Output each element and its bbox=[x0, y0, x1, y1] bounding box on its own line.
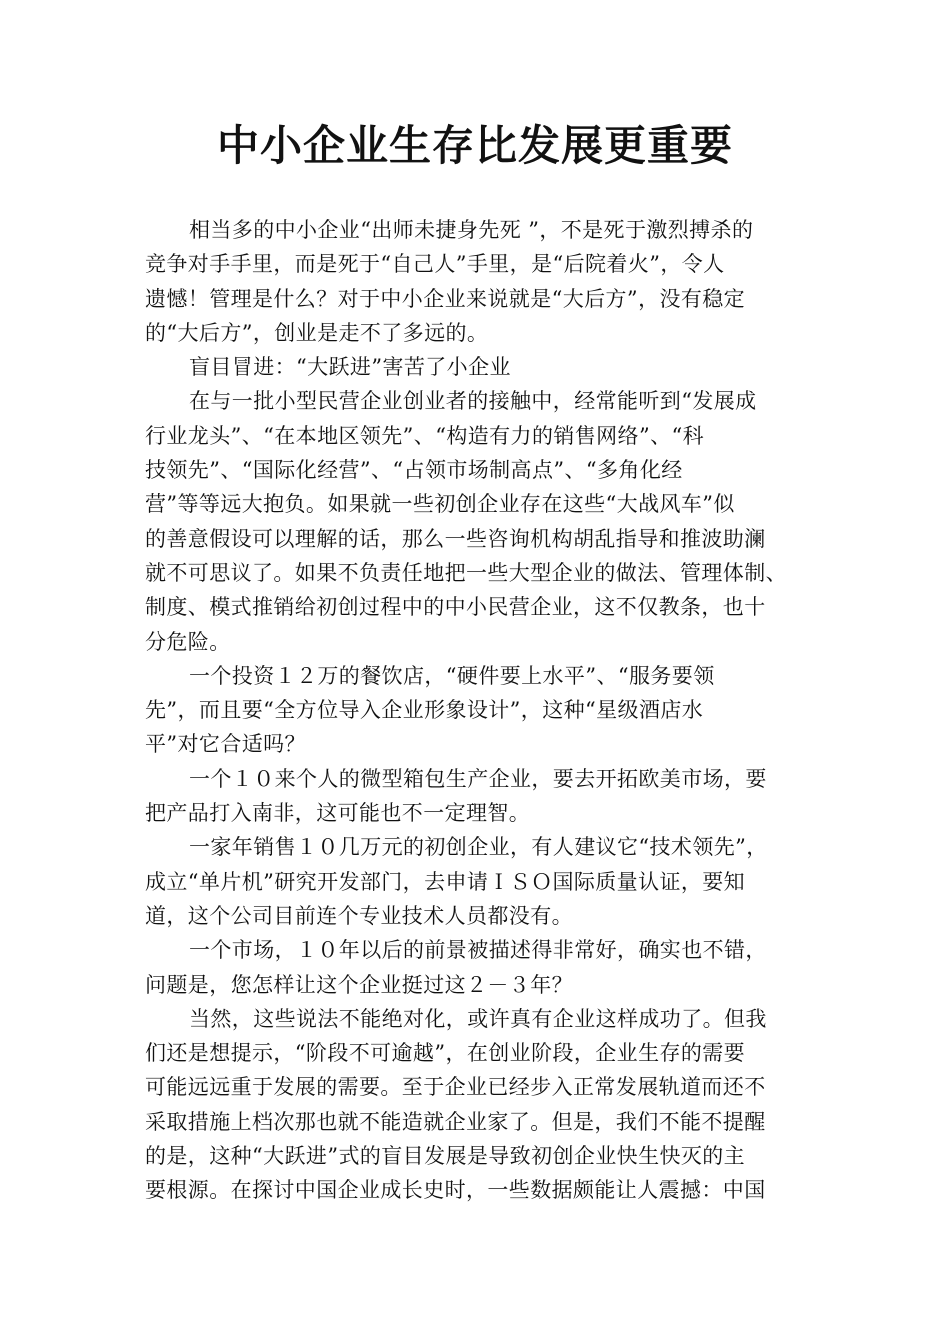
paragraph-line: 的善意假设可以理解的话，那么一些咨询机构胡乱指导和推波助澜 bbox=[145, 526, 766, 551]
paragraph-line: 采取措施上档次那也就不能造就企业家了。但是，我们不能不提醒 bbox=[145, 1109, 766, 1134]
paragraph-first-line: 在与一批小型民营企业创业者的接触中，经常能听到“发展成 bbox=[189, 389, 757, 414]
document-body bbox=[145, 213, 810, 1208]
paragraph-line: 可能远远重于发展的需要。至于企业已经步入正常发展轨道而还不 bbox=[145, 1075, 766, 1100]
paragraph-line: 成立“单片机”研究开发部门，去申请ＩＳＯ国际质量认证，要知 bbox=[145, 869, 746, 894]
paragraph-line: 道，这个公司目前连个专业技术人员都没有。 bbox=[145, 903, 573, 928]
paragraph-first-line: 相当多的中小企业“出师未捷身先死 ”，不是死于激烈搏杀的 bbox=[189, 218, 754, 242]
paragraph-line: 把产品打入南非，这可能也不一定理智。 bbox=[145, 801, 531, 826]
paragraph-line: 营”等等远大抱负。如果就一些初创企业存在这些“大战风车”似 bbox=[145, 492, 735, 517]
paragraph-line: 们还是想提示，“阶段不可逾越”，在创业阶段，企业生存的需要 bbox=[145, 1041, 746, 1066]
paragraph-line: 的“大后方”，创业是走不了多远的。 bbox=[145, 320, 489, 345]
paragraph-first-line: 一个１０来个人的微型箱包生产企业，要去开拓欧美市场，要 bbox=[189, 766, 767, 791]
paragraph-line: 问题是，您怎样让这个企业挺过这２－３年？ bbox=[145, 972, 573, 997]
paragraph-line: 技领先”、“国际化经营”、“占领市场制高点”、“多角化经 bbox=[145, 458, 683, 483]
paragraph-line: 行业龙头”、“在本地区领先”、“构造有力的销售网络”、“科 bbox=[145, 423, 705, 448]
paragraph-line: 制度、模式推销给初创过程中的中小民营企业，这不仅教条，也十 bbox=[145, 595, 766, 620]
paragraph-first-line: 盲目冒进：“大跃进”害苦了小企业 bbox=[189, 355, 511, 380]
paragraph-line: 平”对它合适吗？ bbox=[145, 732, 306, 757]
paragraph-first-line: 当然，这些说法不能绝对化，或许真有企业这样成功了。但我 bbox=[189, 1006, 767, 1031]
paragraph-first-line: 一个投资１２万的餐饮店，“硬件要上水平”、“服务要领 bbox=[189, 663, 715, 688]
document-title: 中小企业生存比发展更重要 bbox=[216, 121, 733, 170]
paragraph-line: 的是，这种“大跃进”式的盲目发展是导致初创企业快生快灭的主 bbox=[145, 1144, 746, 1169]
paragraph-line: 遗憾！管理是什么？对于中小企业来说就是“大后方”，没有稳定 bbox=[145, 286, 746, 311]
paragraph-first-line: 一家年销售１０几万元的初创企业，有人建议它“技术领先”， bbox=[189, 835, 768, 860]
paragraph-line: 竞争对手手里，而是死于“自己人”手里，是“后院着火”，令人 bbox=[145, 252, 725, 277]
paragraph-line: 分危险。 bbox=[145, 629, 231, 654]
paragraph-line: 就不可思议了。如果不负责任地把一些大型企业的做法、管理体制、 bbox=[145, 560, 787, 585]
paragraph-line: 要根源。在探讨中国企业成长史时，一些数据颇能让人震撼：中国 bbox=[145, 1178, 766, 1203]
paragraph-line: 先”，而且要“全方位导入企业形象设计”，这种“星级酒店水 bbox=[145, 698, 704, 723]
paragraph-first-line: 一个市场，１０年以后的前景被描述得非常好，确实也不错， bbox=[189, 938, 767, 963]
